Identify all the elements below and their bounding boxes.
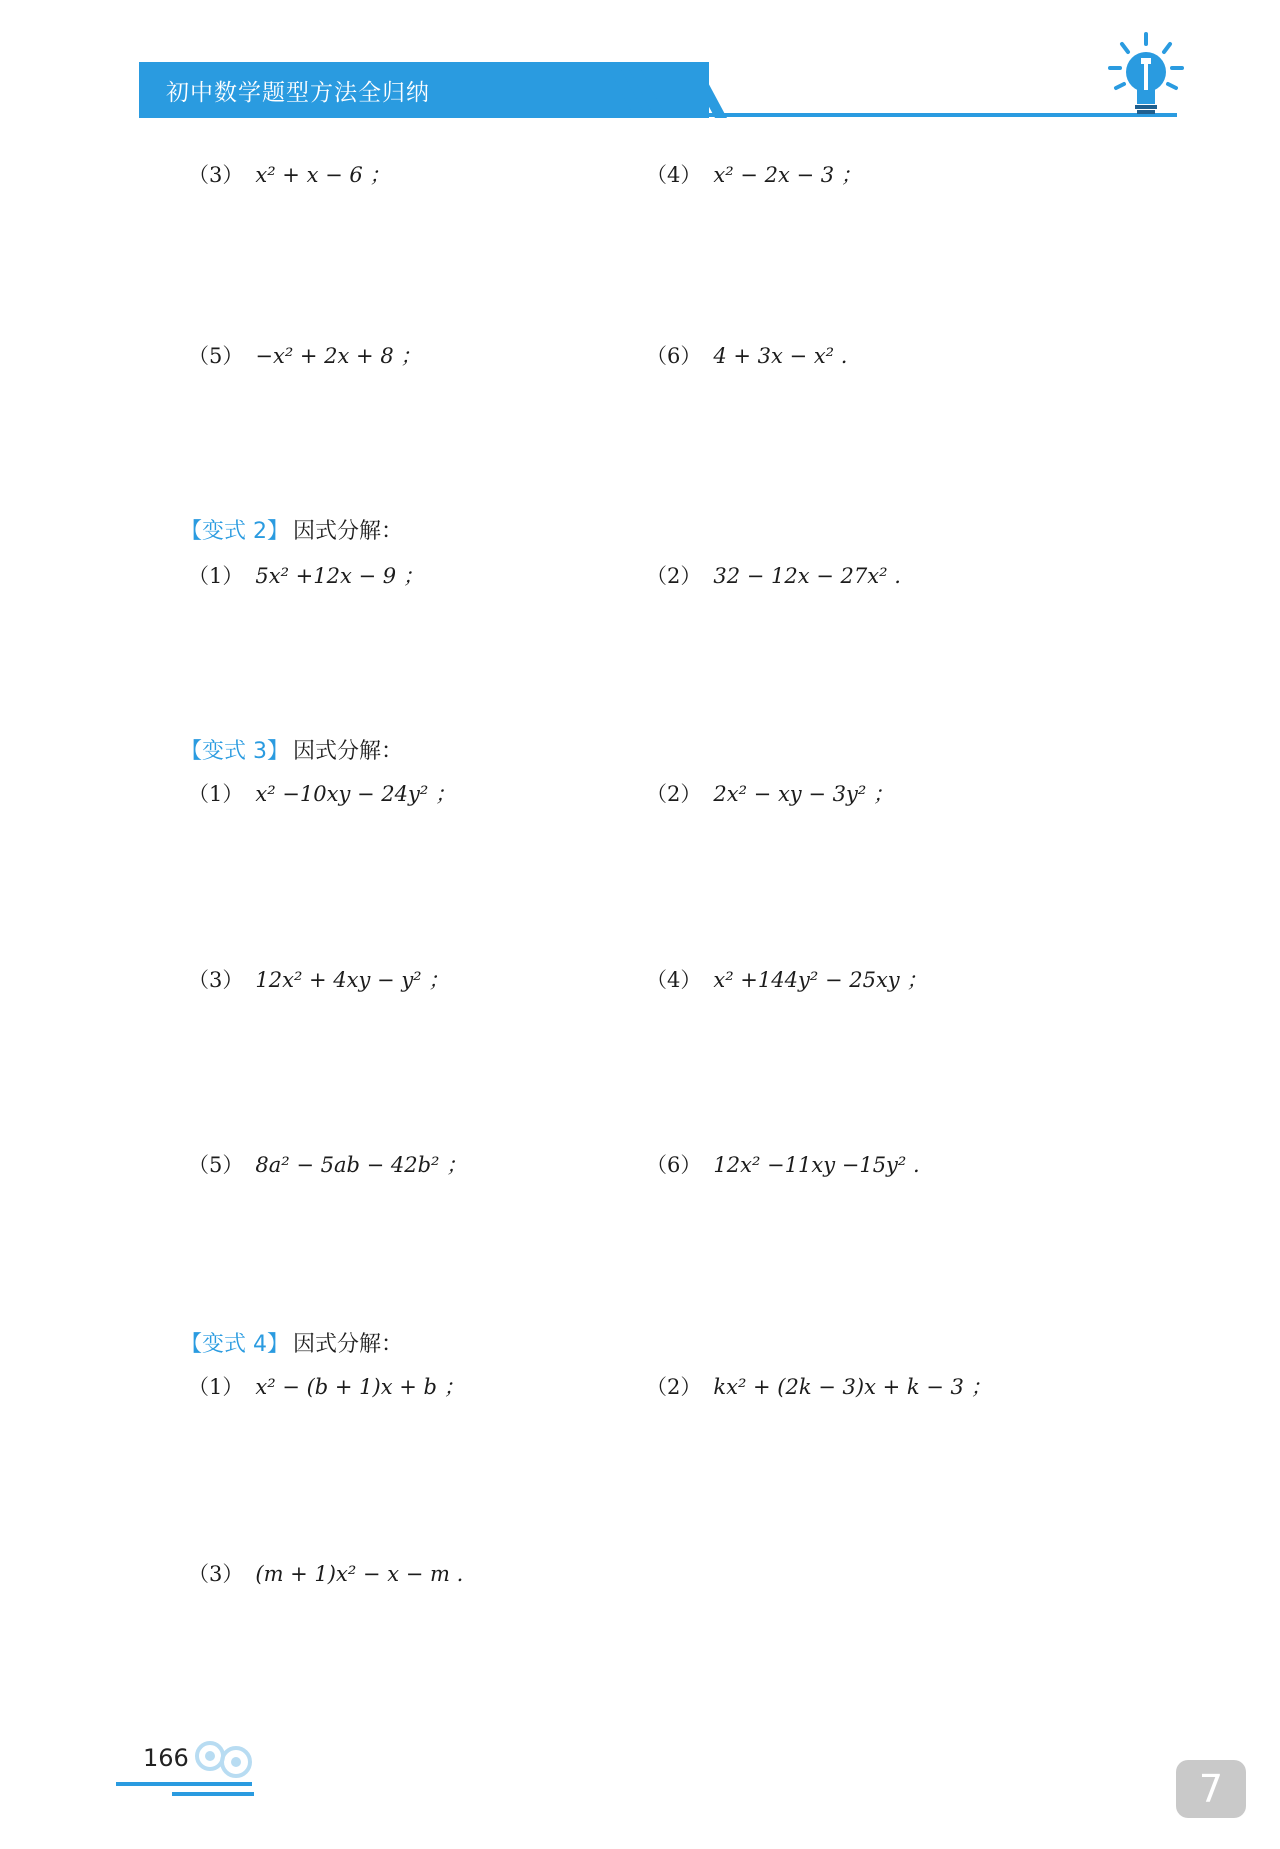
variant-3-problem-1: （1） x² −10xy − 24y² ；: [188, 782, 456, 806]
variant-3-problem-6: （6） 12x² −11xy −15y² .: [646, 1153, 920, 1177]
page-number: 166: [143, 1744, 189, 1772]
footer-rule-bottom: [172, 1792, 254, 1796]
variant-3-problem-3: （3） 12x² + 4xy − y² ；: [188, 968, 450, 992]
variant-3-heading: 【变式 3】 因式分解：: [180, 739, 404, 764]
problem-4: （4） x² − 2x − 3 ；: [646, 163, 862, 187]
gears-icon: [190, 1732, 256, 1788]
variant-2-heading: 【变式 2】 因式分解：: [180, 519, 404, 544]
problem-3: （3） x² + x − 6 ；: [188, 163, 391, 187]
problem-5: （5） −x² + 2x + 8 ；: [188, 344, 422, 368]
problem-6: （6） 4 + 3x − x² .: [646, 344, 848, 368]
footer-rule-top: [116, 1782, 252, 1786]
variant-4-problem-2: （2） kx² + (2k − 3)x + k − 3 ；: [646, 1375, 992, 1399]
lightbulb-icon: [1106, 30, 1186, 116]
variant-4-problem-3: （3） (m + 1)x² − x − m .: [188, 1562, 464, 1586]
variant-2-problem-1: （1） 5x² +12x − 9 ；: [188, 564, 424, 588]
variant-3-problem-2: （2） 2x² − xy − 3y² ；: [646, 782, 894, 806]
variant-4-problem-1: （1） x² − (b + 1)x + b ；: [188, 1375, 465, 1399]
variant-3-problem-5: （5） 8a² − 5ab − 42b² ；: [188, 1153, 468, 1177]
book-title: 初中数学题型方法全归纳: [166, 80, 430, 106]
variant-3-problem-4: （4） x² +144y² − 25xy ；: [646, 968, 928, 992]
variant-4-heading: 【变式 4】 因式分解：: [180, 1332, 404, 1357]
page-badge: 7: [1176, 1760, 1246, 1818]
header-stripes-decoration: [585, 62, 785, 118]
header-rule: [139, 113, 1177, 117]
variant-2-problem-2: （2） 32 − 12x − 27x² .: [646, 564, 901, 588]
